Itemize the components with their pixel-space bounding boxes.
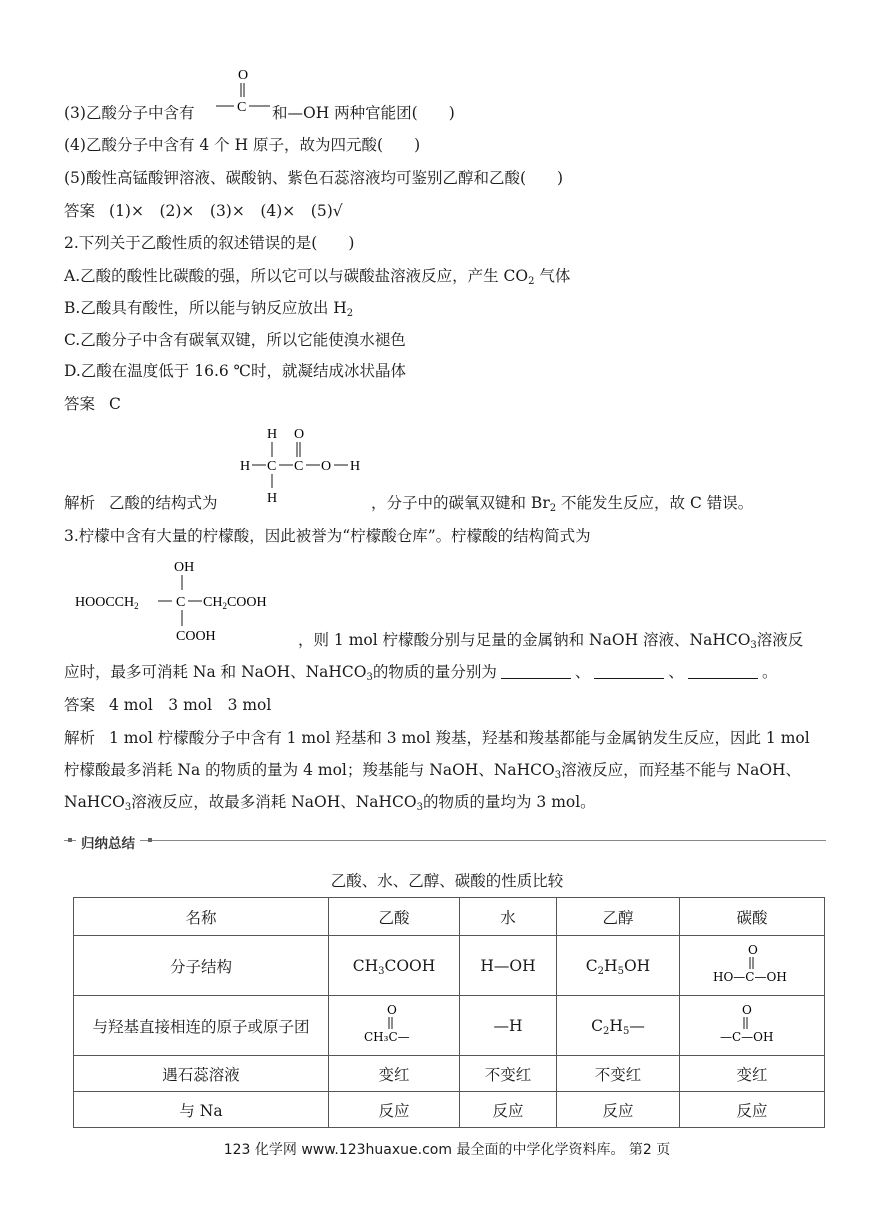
q3b-line2-tail: 溶液反	[756, 631, 804, 649]
option-b-text: B.乙酸具有酸性，所以能与钠反应放出 H	[64, 299, 347, 317]
question-3-line	[64, 103, 194, 123]
cell-value: 变红	[329, 1056, 460, 1092]
answer-label: 答案	[64, 696, 96, 714]
carbonyl-structure	[214, 64, 274, 114]
question-2-stem: 2.下列关于乙酸性质的叙述错误的是( )	[64, 234, 355, 252]
q3b-sep2: 、	[668, 663, 684, 681]
table-row-structure	[74, 936, 825, 996]
option-b-sub: 2	[346, 308, 354, 319]
q3b-end: 。	[761, 663, 778, 681]
table-row-na	[74, 1092, 825, 1128]
struct-h-bottom: H	[267, 491, 278, 506]
struct-h-left: H	[240, 459, 251, 474]
explanation-3-l2-pre: 柠檬酸最多消耗 Na 的物质的量为 4 mol；羧基能与 NaOH、NaHCO	[64, 761, 555, 779]
acetic-acid-structure	[234, 424, 374, 508]
citric-acid-structure	[74, 556, 296, 646]
table-row-litmus	[74, 1056, 825, 1092]
answer-text: (1)× (2)× (3)× (4)× (5)√	[109, 202, 343, 220]
header-name: 名称	[74, 898, 329, 936]
cell-value: 反应	[557, 1092, 680, 1128]
question-3b-stem: 3.柠檬中含有大量的柠檬酸，因此被誉为“柠檬酸仓库”。柠檬酸的结构简式为	[64, 527, 591, 545]
citric-left-sub: 2	[134, 601, 139, 611]
carbonic-group-line: —C—OH	[720, 1029, 774, 1044]
q3b-line2-sub: 3	[750, 640, 757, 651]
carbonyl-c: C	[237, 100, 247, 114]
row-label: 与 Na	[74, 1092, 329, 1128]
explanation-2	[64, 493, 218, 513]
cell-ethanol-group	[557, 996, 680, 1056]
explanation-3-l3-sub2: 3	[416, 802, 423, 813]
ethanol-sub1: 2	[597, 965, 605, 977]
explanation-3-line1	[64, 728, 810, 748]
q3b-line3-tail: 的物质的量分别为	[372, 663, 497, 681]
carbonic-structure	[707, 942, 797, 986]
summary-square-left	[68, 838, 72, 842]
carbonic-group-structure	[712, 1002, 792, 1046]
q3-prefix: (3)乙酸分子中含有	[64, 104, 195, 122]
answer-label: 答案	[64, 202, 96, 220]
header-carbonic: 碳酸	[680, 898, 825, 936]
acetic-formula: CH	[352, 956, 379, 975]
cell-water-structure: H—OH	[460, 936, 557, 996]
ethanol-c: C	[585, 956, 598, 975]
row-label: 遇石蕊溶液	[74, 1056, 329, 1092]
ethanol-sub2: 5	[617, 965, 624, 977]
summary-rule	[64, 840, 826, 841]
q3b-line3-sub: 3	[366, 672, 373, 683]
ethanol-group-sub2: 5	[622, 1025, 630, 1037]
explanation-3-l3-mid: 溶液反应，故最多消耗 NaOH、NaHCO	[131, 793, 417, 811]
option-c: C.乙酸分子中含有碳氧双键，所以它能使溴水褪色	[64, 331, 406, 349]
citric-right-tail: COOH	[226, 595, 267, 610]
cell-ethanol-structure	[557, 936, 680, 996]
cell-value: 反应	[329, 1092, 460, 1128]
citric-c: C	[176, 595, 186, 610]
citric-left	[75, 595, 139, 611]
answer-blank-3[interactable]	[688, 664, 758, 679]
carbonyl-o: O	[238, 68, 249, 83]
citric-right-text: CH	[203, 595, 223, 610]
ethanol-group-h: H	[609, 1016, 623, 1035]
cell-acetic-group	[329, 996, 460, 1056]
explanation-2-pre: 乙酸的结构式为	[109, 494, 218, 512]
cell-value: 不变红	[557, 1056, 680, 1092]
cell-water-group: —H	[460, 996, 557, 1056]
struct-c2: C	[294, 459, 304, 474]
struct-h-top: H	[267, 427, 278, 442]
q3b-line3-pre: 应时，最多可消耗 Na 和 NaOH、NaHCO	[64, 663, 367, 681]
answer-2	[64, 394, 121, 414]
cell-value: 反应	[460, 1092, 557, 1128]
summary-label: 归纳总结	[76, 832, 140, 852]
explanation-3-l3-tail: 的物质的量均为 3 mol。	[422, 793, 596, 811]
acetic-group-o: O	[387, 1002, 397, 1017]
acetic-group-line: CH₃C—	[364, 1029, 410, 1044]
carbonic-o: O	[748, 942, 758, 957]
ethanol-h: H	[604, 956, 618, 975]
answer-blank-1[interactable]	[501, 664, 571, 679]
explanation-2-post-text: ，分子中的碳氧双键和 Br	[371, 494, 550, 512]
option-a-sub: 2	[528, 276, 535, 287]
explanation-2-post	[371, 493, 753, 513]
carbonic-group-o: O	[742, 1002, 752, 1017]
ethanol-group-sub: 2	[603, 1025, 610, 1037]
carbonic-line: HO—C—OH	[713, 969, 787, 984]
explanation-label: 解析	[64, 729, 96, 747]
citric-left-text: HOOCCH	[75, 595, 135, 610]
answer-text: C	[109, 395, 121, 413]
citric-oh: OH	[174, 560, 195, 575]
summary-divider	[64, 832, 826, 850]
ethanol-group-tail: —	[629, 1016, 645, 1035]
header-acetic: 乙酸	[329, 898, 460, 936]
explanation-3-l2-tail: 溶液反应，而羟基不能与 NaOH、	[561, 761, 802, 779]
header-ethanol: 乙醇	[557, 898, 680, 936]
cell-value: 不变红	[460, 1056, 557, 1092]
acetic-formula-sub: 3	[378, 965, 385, 977]
struct-o-mid: O	[321, 459, 332, 474]
explanation-label: 解析	[64, 494, 96, 512]
explanation-2-tail: 不能发生反应，故 C 错误。	[556, 494, 754, 512]
row-label: 与羟基直接相连的原子或原子团	[74, 996, 329, 1056]
row-label: 分子结构	[74, 936, 329, 996]
option-a	[64, 266, 570, 286]
table-header-row	[74, 898, 825, 936]
answer-3	[64, 695, 271, 715]
q3-suffix: 和—OH 两种官能团( )	[272, 104, 455, 122]
question-3b-line2	[298, 630, 803, 650]
cell-carbonic-structure	[680, 936, 825, 996]
cell-carbonic-group	[680, 996, 825, 1056]
cell-value: 反应	[680, 1092, 825, 1128]
table-row-group	[74, 996, 825, 1056]
citric-right	[203, 595, 267, 611]
question-4: (4)乙酸分子中含有 4 个 H 原子，故为四元酸( )	[64, 136, 421, 154]
q3b-line2-pre: ，则 1 mol 柠檬酸分别与足量的金属钠和 NaOH 溶液、NaHCO	[298, 631, 751, 649]
explanation-3-l1: 1 mol 柠檬酸分子中含有 1 mol 羟基和 3 mol 羧基，羟基和羧基都能与金属钠发生反应，因此 1 mol	[109, 729, 810, 747]
header-water: 水	[460, 898, 557, 936]
option-d: D.乙酸在温度低于 16.6 ℃时，就凝结成冰状晶体	[64, 362, 407, 380]
explanation-2-sub: 2	[549, 503, 557, 514]
ethanol-group-c: C	[591, 1016, 604, 1035]
explanation-3-line2	[64, 760, 801, 780]
answer-label: 答案	[64, 395, 96, 413]
explanation-3-l2-sub: 3	[554, 770, 562, 781]
struct-o-top: O	[294, 427, 305, 442]
acetic-group-structure	[354, 1002, 434, 1046]
page-footer: 123 化学网 www.123huaxue.com 最全面的中学化学资料库。 第2 页	[223, 1142, 671, 1158]
answer-blank-2[interactable]	[594, 664, 664, 679]
explanation-3-line3	[64, 792, 596, 812]
option-a-tail: 气体	[534, 267, 571, 285]
table-title: 乙酸、水、乙醇、碳酸的性质比较	[330, 872, 564, 890]
question-5: (5)酸性高锰酸钾溶液、碳酸钠、紫色石蕊溶液均可鉴别乙醇和乙酸( )	[64, 169, 564, 187]
cell-value: 变红	[680, 1056, 825, 1092]
q3b-sep1: 、	[574, 663, 591, 681]
explanation-3-l3-pre: NaHCO	[64, 793, 125, 811]
citric-right-sub: 2	[222, 601, 227, 611]
question-3b-line3	[64, 662, 777, 682]
comparison-table	[73, 897, 825, 1128]
answer-1	[64, 201, 343, 221]
acetic-formula-tail: COOH	[384, 956, 436, 975]
struct-c1: C	[267, 459, 277, 474]
summary-square-right	[148, 838, 152, 842]
struct-h-right: H	[350, 459, 361, 474]
option-b	[64, 298, 353, 318]
explanation-3-l3-sub: 3	[124, 802, 132, 813]
answer-text: 4 mol 3 mol 3 mol	[109, 696, 272, 714]
citric-bottom: COOH	[176, 629, 216, 644]
option-a-text: A.乙酸的酸性比碳酸的强，所以它可以与碳酸盐溶液反应，产生 CO	[64, 267, 529, 285]
cell-acetic-structure	[329, 936, 460, 996]
ethanol-oh: OH	[623, 956, 651, 975]
